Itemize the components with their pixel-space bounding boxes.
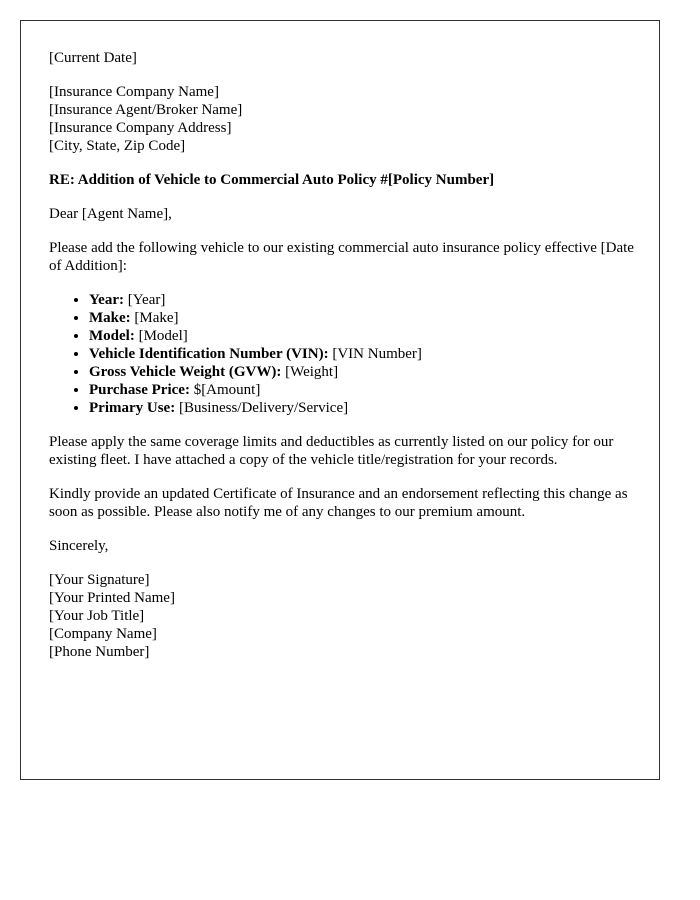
list-item	[89, 363, 639, 381]
letter-content	[49, 49, 639, 661]
detail-label: Model:	[89, 328, 135, 344]
recipient-city-state-zip: [City, State, Zip Code]	[49, 138, 186, 154]
date-block	[49, 49, 639, 67]
detail-label: Year:	[89, 292, 124, 308]
letter-page	[20, 20, 660, 780]
printed-name: [Your Printed Name]	[49, 590, 175, 606]
detail-value: [Make]	[130, 310, 179, 326]
detail-value: [Year]	[123, 292, 166, 308]
detail-value: [VIN Number]	[328, 346, 422, 362]
list-item	[89, 345, 639, 363]
detail-value: [Weight]	[281, 364, 339, 380]
detail-value: [Business/Delivery/Service]	[175, 400, 349, 416]
letter-date: [Current Date]	[49, 50, 137, 66]
coverage-paragraph: Please apply the same coverage limits and deductibles as currently listed on our policy for our existing fleet. I have attached a copy of the vehicle title/registration for your records.	[49, 434, 614, 468]
signature-line: [Your Signature]	[49, 572, 150, 588]
detail-label: Gross Vehicle Weight (GVW):	[89, 364, 282, 380]
phone-number: [Phone Number]	[49, 644, 150, 660]
detail-label: Make:	[89, 310, 131, 326]
recipient-address-line: [Insurance Company Address]	[49, 120, 232, 136]
intro-paragraph: Please add the following vehicle to our existing commercial auto insurance policy effective [Date of Addition]:	[49, 240, 634, 274]
detail-value: $[Amount]	[189, 382, 261, 398]
job-title: [Your Job Title]	[49, 608, 145, 624]
vehicle-details-list	[49, 291, 639, 417]
recipient-company: [Insurance Company Name]	[49, 84, 219, 100]
detail-value: [Model]	[134, 328, 188, 344]
list-item	[89, 309, 639, 327]
signature-block	[49, 571, 639, 661]
recipient-agent: [Insurance Agent/Broker Name]	[49, 102, 243, 118]
detail-label: Primary Use:	[89, 400, 176, 416]
list-item	[89, 291, 639, 309]
detail-label: Vehicle Identification Number (VIN):	[89, 346, 329, 362]
subject-line: RE: Addition of Vehicle to Commercial Auto Policy #[Policy Number]	[49, 172, 495, 188]
list-item	[89, 399, 639, 417]
salutation: Dear [Agent Name],	[49, 206, 172, 222]
closing: Sincerely,	[49, 538, 109, 554]
list-item	[89, 327, 639, 345]
list-item	[89, 381, 639, 399]
company-name: [Company Name]	[49, 626, 157, 642]
request-paragraph: Kindly provide an updated Certificate of Insurance and an endorsement reflecting this change as soon as possible. Please also notify me of any changes to our premium amount.	[49, 486, 628, 520]
recipient-address	[49, 83, 639, 155]
detail-label: Purchase Price:	[89, 382, 190, 398]
